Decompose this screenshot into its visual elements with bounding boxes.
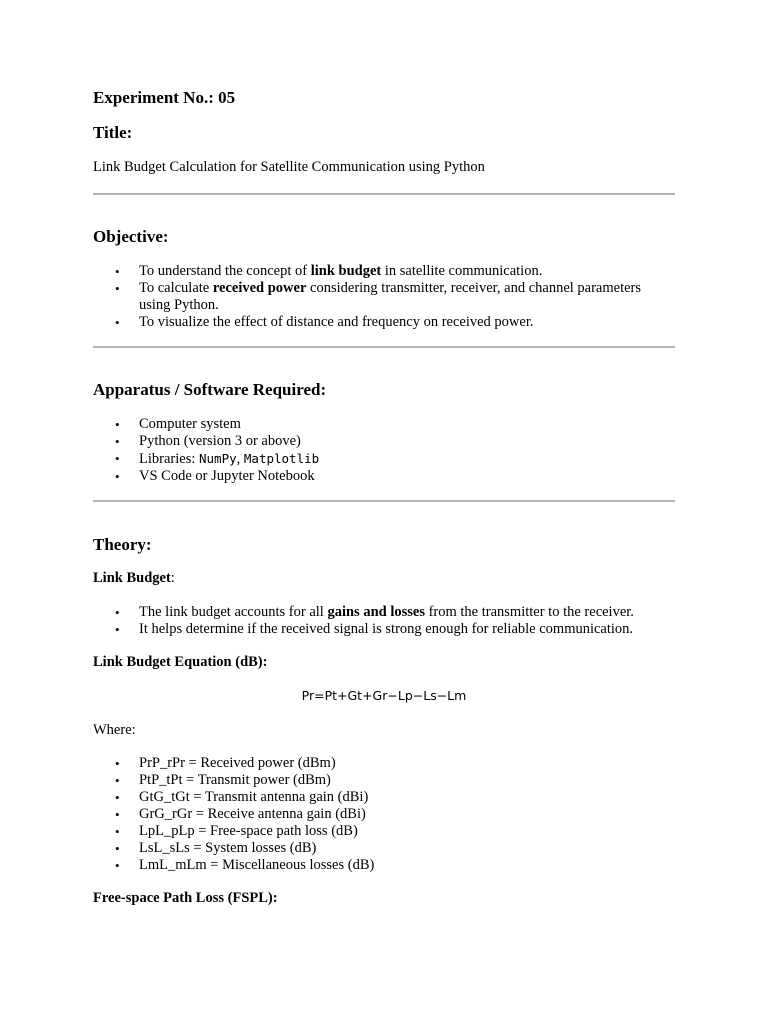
list-item: • Libraries: NumPy, Matplotlib: [93, 450, 675, 468]
list-item: • Computer system: [93, 416, 675, 433]
list-item: • LpL_pLp = Free-space path loss (dB): [93, 823, 675, 840]
list-item: • The link budget accounts for all gains and losses from the transmitter to the receiver.: [93, 604, 675, 621]
divider: [93, 500, 675, 502]
link-budget-list: [93, 604, 675, 638]
divider: [93, 193, 675, 195]
theory-heading: Theory:: [93, 535, 152, 554]
list-item: • PrP_rPr = Received power (dBm): [93, 755, 675, 772]
library-numpy: NumPy: [199, 451, 237, 466]
variable-list: [93, 755, 675, 874]
list-item: • It helps determine if the received signal is strong enough for reliable communication.: [93, 621, 675, 638]
where-label: Where:: [93, 722, 136, 738]
fspl-heading: Free-space Path Loss (FSPL):: [93, 890, 278, 906]
experiment-number: Experiment No.: 05: [93, 88, 236, 107]
list-item: • GtG_tGt = Transmit antenna gain (dBi): [93, 789, 675, 806]
link-budget-equation: Pr=Pt+Gt+Gr−Lp−Ls−Lm: [301, 688, 467, 703]
link-budget-heading: Link Budget:: [93, 570, 175, 586]
title-heading: Title:: [93, 123, 133, 142]
list-item: • Python (version 3 or above): [93, 433, 675, 450]
list-item: • PtP_tPt = Transmit power (dBm): [93, 772, 675, 789]
list-item: • To calculate received power considering transmitter, receiver, and channel parameters using Python.: [93, 280, 675, 314]
objective-heading: Objective:: [93, 227, 169, 246]
objective-list: [93, 263, 675, 331]
list-item: • LmL_mLm = Miscellaneous losses (dB): [93, 857, 675, 874]
apparatus-list: [93, 416, 675, 485]
library-matplotlib: Matplotlib: [243, 451, 320, 466]
list-item: • LsL_sLs = System losses (dB): [93, 840, 675, 857]
list-item: • To understand the concept of link budget in satellite communication.: [93, 263, 675, 280]
apparatus-heading: Apparatus / Software Required:: [93, 380, 327, 399]
list-item: • VS Code or Jupyter Notebook: [93, 468, 675, 485]
equation-heading: Link Budget Equation (dB):: [93, 654, 268, 670]
title-text: Link Budget Calculation for Satellite Communication using Python: [93, 159, 485, 175]
list-item: • To visualize the effect of distance and frequency on received power.: [93, 314, 675, 331]
list-item: • GrG_rGr = Receive antenna gain (dBi): [93, 806, 675, 823]
divider: [93, 346, 675, 348]
